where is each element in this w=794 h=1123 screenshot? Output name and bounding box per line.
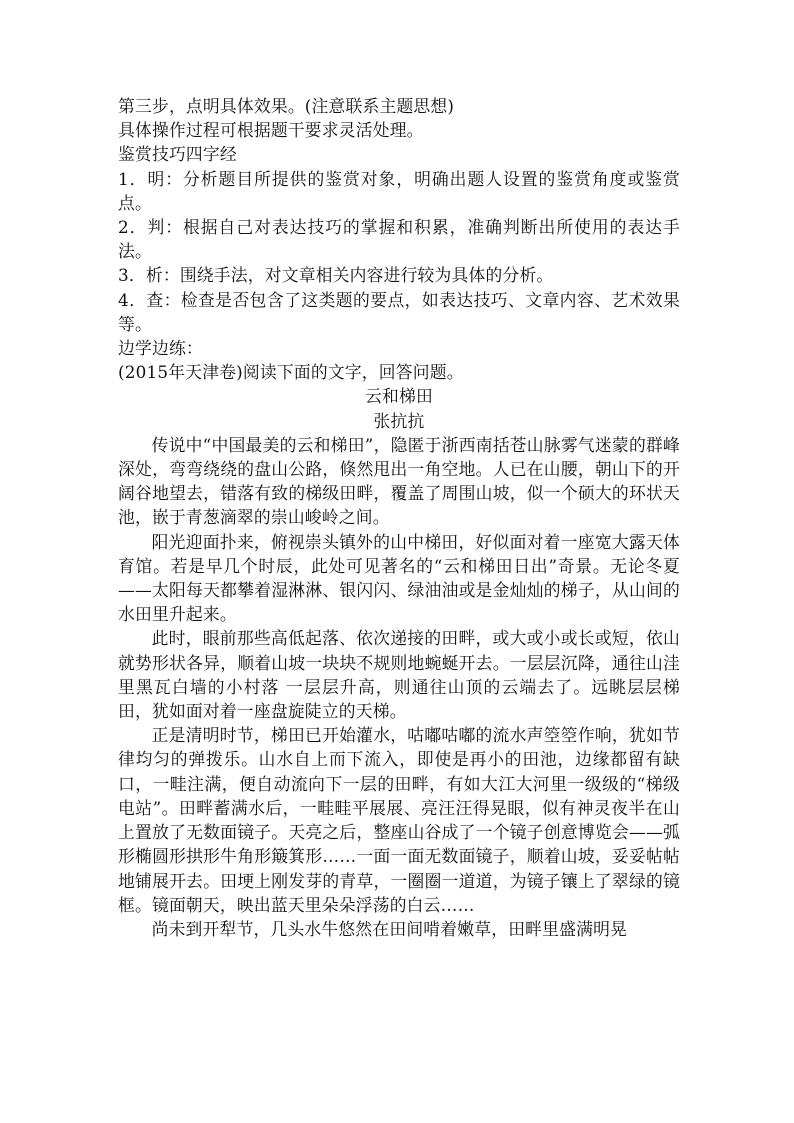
article-paragraph-4: 正是清明时节，梯田已开始灌水，咕嘟咕嘟的流水声箜箜作响，犹如节律均匀的弹拨乐。山水自上而下流入，即使是再小的田池，边缘都留有缺口，一畦注满，便自动流向下一层的田畔，有如大江大河里一级级的“梯级电站”。田畔蓄满水后，一畦畦平展展、亮汪汪得晃眼，似有神灵夜半在山上置放了无数面镜子。天亮之后，整座山谷成了一个镜子创意博览会——弧形椭圆形拱形牛角形簸箕形……一面一面无数面镜子，顺着山坡，妥妥帖帖地铺展开去。田埂上刚发芽的青草，一圈圈一道道，为镜子镶上了翠绿的镜框。镜面朝天，映出蓝天里朵朵浮荡的白云……	[118, 725, 680, 915]
tip-item-1: 1．明：分析题目所提供的鉴赏对象，明确出题人设置的鉴赏角度或鉴赏点。	[118, 168, 680, 213]
practice-heading: 边学边练：	[118, 338, 203, 359]
article-paragraph-2: 阳光迎面扑来，俯视崇头镇外的山中梯田，好似面对着一座宽大露天体育馆。若是早几个时辰，此处可见著名的“云和梯田日出”奇景。无论冬夏——太阳每天都攀着湿淋淋、银闪闪、绿油油或是金灿灿的梯子，从山间的水田里升起来。	[118, 531, 680, 625]
article-paragraph-5: 尚未到开犁节，几头水牛悠然在田间啃着嫩草，田畔里盛满明晃	[151, 918, 628, 939]
document-body	[118, 94, 680, 941]
tip-item-3: 3．析：围绕手法，对文章相关内容进行较为具体的分析。	[118, 265, 554, 286]
exam-prompt: (2015年天津卷)阅读下面的文字，回答问题。	[118, 362, 464, 383]
step-three-line: 第三步，点明具体效果。(注意联系主题思想)	[118, 96, 455, 116]
article-author: 张抗抗	[373, 410, 425, 431]
article-paragraph-1: 传说中“中国最美的云和梯田”，隐匿于浙西南括苍山脉雾气迷蒙的群峰深处，弯弯绕绕的盘山公路，倏然甩出一角空地。人已在山腰，朝山下的开阔谷地望去，错落有致的梯级田畔，覆盖了周围山坡，似一个硕大的环状天池，嵌于青葱滴翠的崇山峻岭之间。	[118, 434, 680, 528]
article-title: 云和梯田	[365, 386, 433, 407]
tip-item-4: 4．查：检查是否包含了这类题的要点，如表达技巧、文章内容、艺术效果等。	[118, 289, 680, 334]
tip-item-2: 2．判：根据自己对表达技巧的掌握和积累，准确判断出所使用的表达手法。	[118, 217, 680, 262]
article-paragraph-3: 此时，眼前那些高低起落、依次递接的田畔，或大或小或长或短，依山就势形状各异，顺着山坡一块块不规则地蜿蜒开去。一层层沉降，通往山洼里黑瓦白墙的小村落 一层层升高，则通往山顶的云端去了。远眺层层梯田，犹如面对着一座盘旋陡立的天梯。	[118, 628, 680, 722]
operation-note-line: 具体操作过程可根据题干要求灵活处理。	[118, 120, 424, 141]
tips-heading: 鉴赏技巧四字经	[118, 144, 237, 165]
